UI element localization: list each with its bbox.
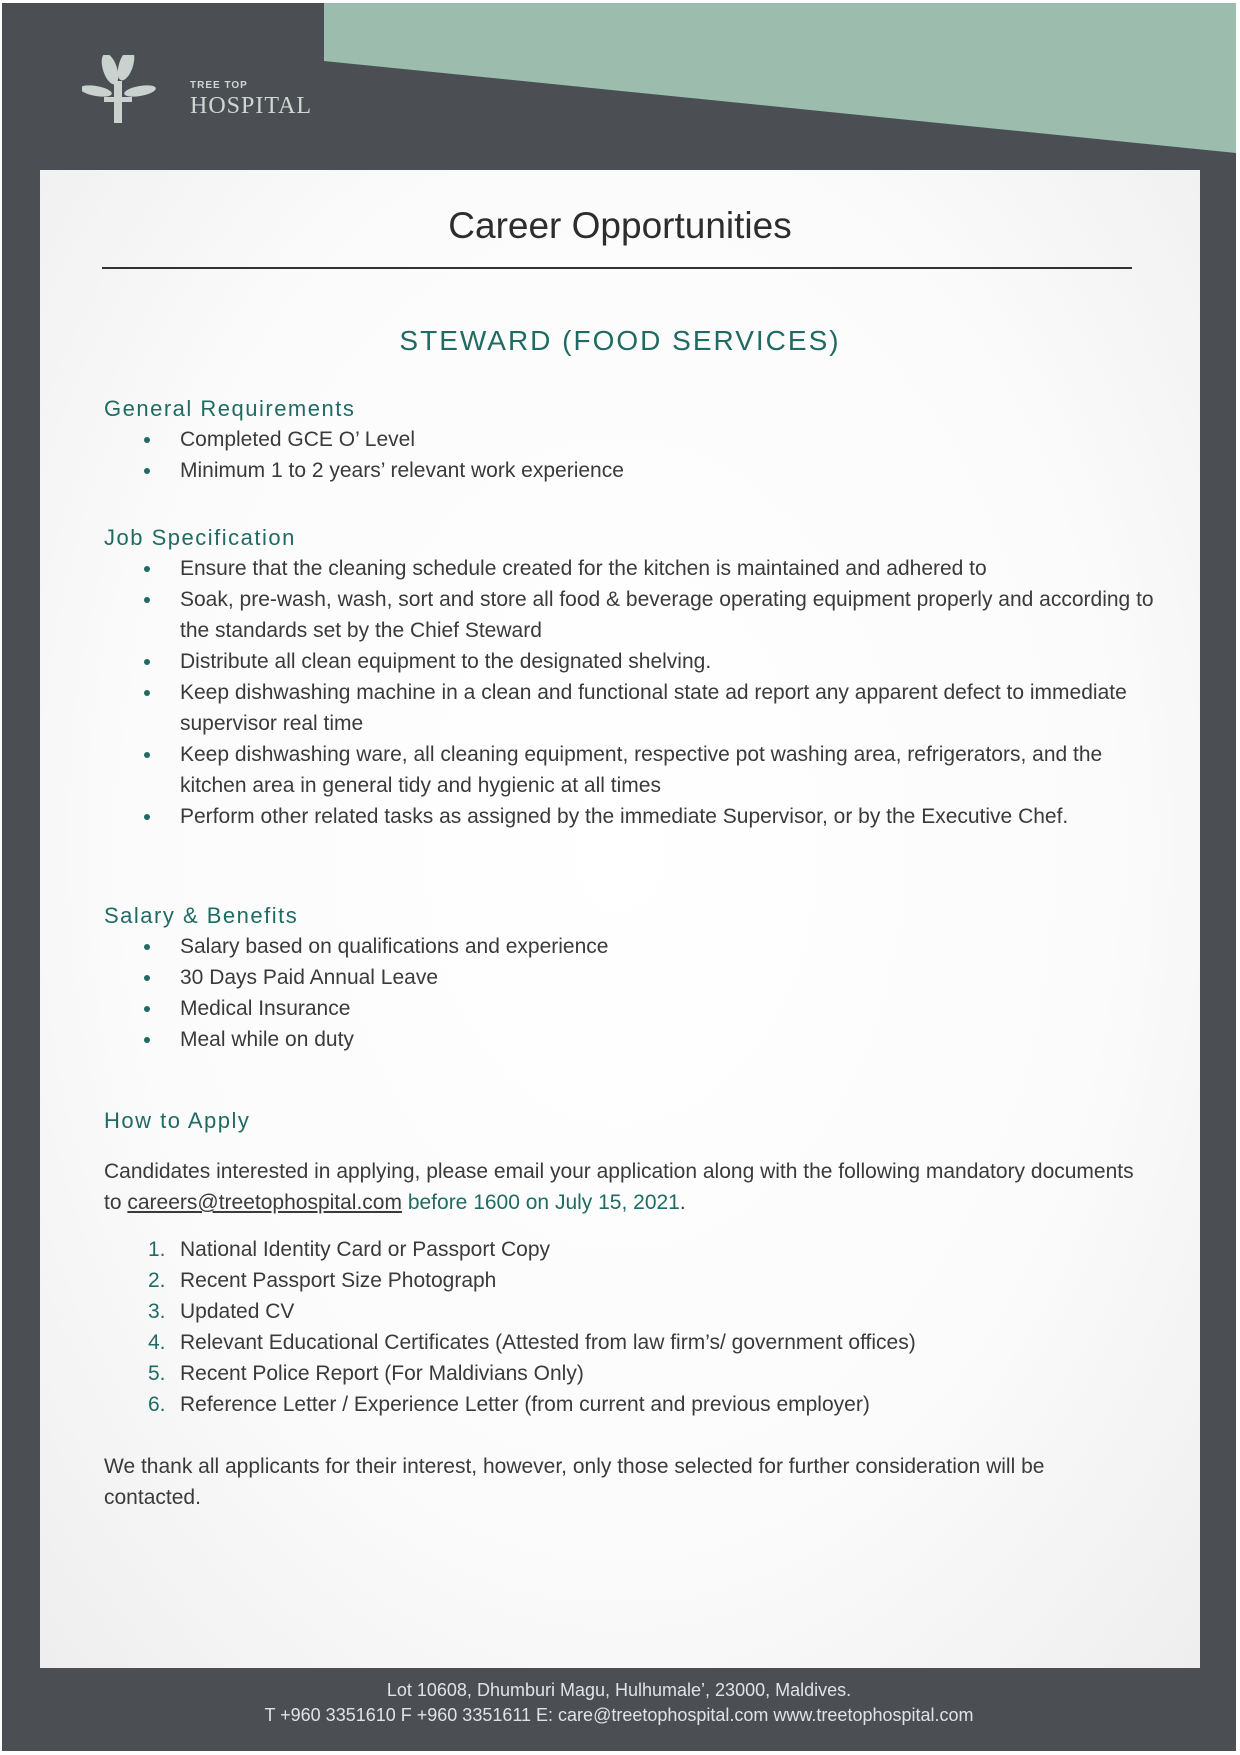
- list-item: Keep dishwashing machine in a clean and functional state ad report any apparent defect to immediate supervisor real time: [104, 677, 1164, 739]
- logo-text-small: TREE TOP: [190, 80, 248, 91]
- careers-email-link[interactable]: careers@treetophospital.com: [127, 1191, 402, 1214]
- how-to-apply-heading: How to Apply: [104, 1108, 251, 1133]
- job-specification-heading: Job Specification: [104, 525, 296, 550]
- list-item: [104, 1296, 1164, 1327]
- list-item-text: Updated CV: [180, 1300, 295, 1323]
- job-title: STEWARD (FOOD SERVICES): [399, 325, 841, 356]
- title-divider: [102, 267, 1132, 269]
- list-item: Distribute all clean equipment to the designated shelving.: [104, 646, 1164, 677]
- list-item: [104, 1234, 1164, 1265]
- list-item-text: Recent Police Report (For Maldivians Only): [180, 1362, 584, 1385]
- list-item: Perform other related tasks as assigned by the immediate Supervisor, or by the Executive Chef.: [104, 801, 1164, 832]
- footer-contact-line: T +960 3351610 F +960 3351611 E: care@treetophospital.com www.treetophospital.com: [264, 1705, 974, 1725]
- list-item: [104, 1358, 1164, 1389]
- page-frame: [2, 3, 1236, 1751]
- list-number: 4.: [148, 1331, 166, 1354]
- footer-contact: [2, 1678, 1236, 1728]
- list-number: 6.: [148, 1393, 166, 1416]
- general-requirements-list: [104, 424, 1164, 486]
- list-number: 5.: [148, 1362, 166, 1385]
- list-item: [104, 1327, 1164, 1358]
- list-number: 3.: [148, 1300, 166, 1323]
- required-documents-list: [104, 1234, 1164, 1420]
- list-item: Ensure that the cleaning schedule created for the kitchen is maintained and adhered to: [104, 553, 1164, 584]
- application-instructions: [104, 1156, 1134, 1218]
- sentence-end: .: [679, 1191, 686, 1214]
- application-intro-text: Candidates interested in applying, please email your application along with the following mandatory documents to: [104, 1160, 1134, 1214]
- list-item: Medical Insurance: [104, 993, 1164, 1024]
- list-item: Completed GCE O’ Level: [104, 424, 1164, 455]
- list-item: Salary based on qualifications and experience: [104, 931, 1164, 962]
- hospital-logo: [82, 55, 322, 135]
- logo-text-main: HOSPITAL: [190, 93, 313, 119]
- list-item: Soak, pre-wash, wash, sort and store all food & beverage operating equipment properly and according to the standards set by the Chief Steward: [104, 584, 1164, 646]
- page-title: Career Opportunities: [448, 205, 792, 246]
- list-item-text: Reference Letter / Experience Letter (from current and previous employer): [180, 1393, 870, 1416]
- salary-benefits-list: [104, 931, 1164, 1055]
- tree-logo-icon: [82, 55, 182, 135]
- list-item: Keep dishwashing ware, all cleaning equipment, respective pot washing area, refrigerators, and the kitchen area in general tidy and hygienic at all times: [104, 739, 1164, 801]
- job-specification-list: [104, 553, 1164, 832]
- list-item: [104, 1265, 1164, 1296]
- salary-benefits-heading: Salary & Benefits: [104, 903, 299, 928]
- list-item-text: National Identity Card or Passport Copy: [180, 1238, 551, 1261]
- list-item-text: Relevant Educational Certificates (Attested from law firm’s/ government offices): [180, 1331, 916, 1354]
- list-item: Minimum 1 to 2 years’ relevant work experience: [104, 455, 1164, 486]
- job-posting-document: [40, 170, 1200, 1668]
- application-deadline: before 1600 on July 15, 2021: [401, 1191, 680, 1214]
- list-item: Meal while on duty: [104, 1024, 1164, 1055]
- list-item: 30 Days Paid Annual Leave: [104, 962, 1164, 993]
- list-number: 2.: [148, 1269, 166, 1292]
- general-requirements-heading: General Requirements: [104, 396, 356, 421]
- list-number: 1.: [148, 1238, 166, 1261]
- closing-note: We thank all applicants for their interest, however, only those selected for further consideration will be contacted.: [104, 1455, 1045, 1509]
- list-item: [104, 1389, 1164, 1420]
- list-item-text: Recent Passport Size Photograph: [180, 1269, 497, 1292]
- footer-address: Lot 10608, Dhumburi Magu, Hulhumale’, 23000, Maldives.: [386, 1680, 852, 1700]
